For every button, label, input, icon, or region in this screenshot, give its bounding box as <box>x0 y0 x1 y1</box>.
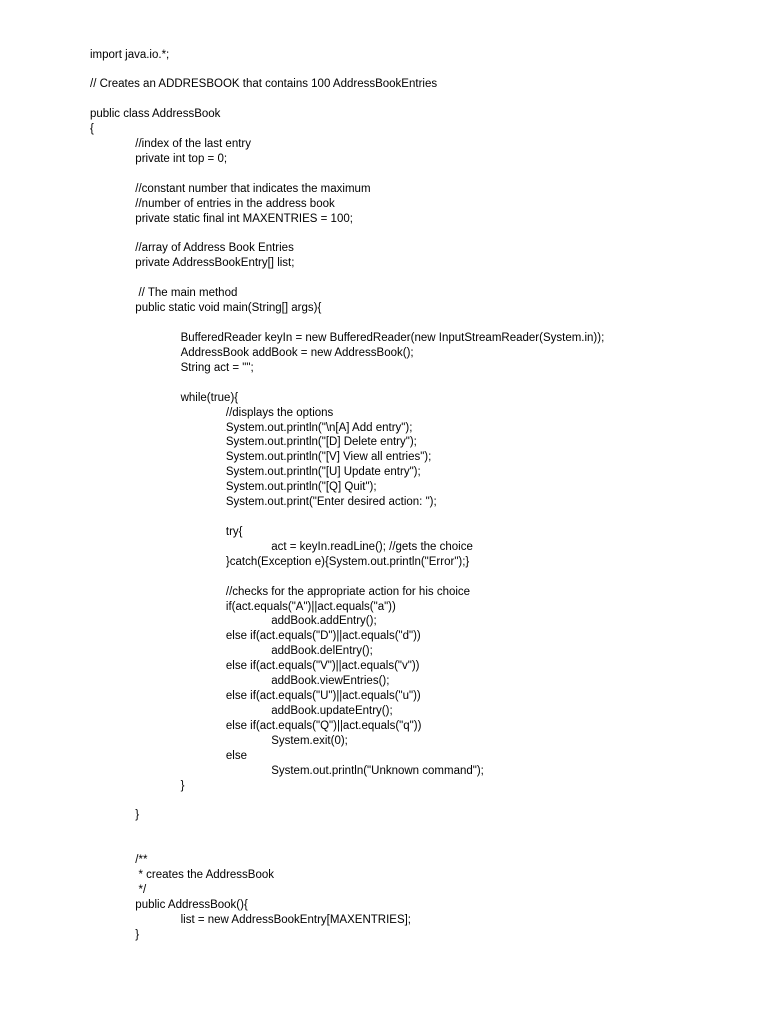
code-line: else <box>225 749 247 762</box>
code-line: System.out.println("[Q] Quit"); <box>225 481 377 494</box>
code-line: act = keyIn.readLine(); //gets the choice <box>271 540 473 553</box>
code-line: System.out.println("[U] Update entry"); <box>225 466 421 479</box>
code-line: public class AddressBook <box>90 108 221 121</box>
code-line: * creates the AddressBook <box>135 869 275 882</box>
code-line: else if(act.equals("Q")||act.equals("q")) <box>225 719 422 732</box>
code-line: else if(act.equals("U")||act.equals("u")) <box>225 690 421 703</box>
code-line: String act = ""; <box>180 361 254 374</box>
code-line: //checks for the appropriate action for his choice <box>225 585 471 598</box>
code-line: addBook.addEntry(); <box>271 615 377 628</box>
code-line: public AddressBook(){ <box>135 898 248 911</box>
code-line: //array of Address Book Entries <box>135 242 294 255</box>
code-line: System.out.println("Unknown command"); <box>271 764 484 777</box>
code-line: //index of the last entry <box>135 138 251 151</box>
code-line: System.out.print("Enter desired action: "); <box>225 496 437 509</box>
code-line: }catch(Exception e){System.out.println("Error");} <box>225 555 470 568</box>
code-line: import java.io.*; <box>90 48 170 61</box>
code-line: //number of entries in the address book <box>135 197 335 210</box>
code-line: try{ <box>225 525 243 538</box>
code-line: /** <box>135 854 148 867</box>
code-line: //displays the options <box>225 406 334 419</box>
code-line: public static void main(String[] args){ <box>135 302 322 315</box>
code-line: } <box>135 809 140 822</box>
code-line: list = new AddressBookEntry[MAXENTRIES]; <box>180 913 411 926</box>
code-line: System.out.println("[V] View all entries"); <box>225 451 432 464</box>
code-line: private AddressBookEntry[] list; <box>135 257 295 270</box>
code-line: //constant number that indicates the maximum <box>135 182 371 195</box>
code-line: // The main method <box>135 287 238 300</box>
code-line: addBook.viewEntries(); <box>271 675 390 688</box>
code-line: System.exit(0); <box>271 734 348 747</box>
code-line: addBook.updateEntry(); <box>271 704 393 717</box>
code-line: else if(act.equals("V")||act.equals("v")) <box>225 660 420 673</box>
code-line: System.out.println("\n[A] Add entry"); <box>225 421 413 434</box>
code-line: else if(act.equals("D")||act.equals("d")) <box>225 630 421 643</box>
code-line: while(true){ <box>180 391 239 404</box>
code-line: { <box>90 123 94 136</box>
code-line: */ <box>135 884 147 897</box>
code-line: BufferedReader keyIn = new BufferedReader(new InputStreamReader(System.in)); <box>180 331 605 344</box>
code-line: addBook.delEntry(); <box>271 645 373 658</box>
code-line: if(act.equals("A")||act.equals("a")) <box>225 600 396 613</box>
code-line: System.out.println("[D] Delete entry"); <box>225 436 417 449</box>
code-line: AddressBook addBook = new AddressBook(); <box>180 346 414 359</box>
code-line: // Creates an ADDRESBOOK that contains 100 AddressBookEntries <box>90 78 438 91</box>
code-line: } <box>135 928 140 941</box>
code-line: } <box>180 779 185 792</box>
code-line: private int top = 0; <box>135 152 228 165</box>
code-line: private static final int MAXENTRIES = 100; <box>135 212 353 225</box>
